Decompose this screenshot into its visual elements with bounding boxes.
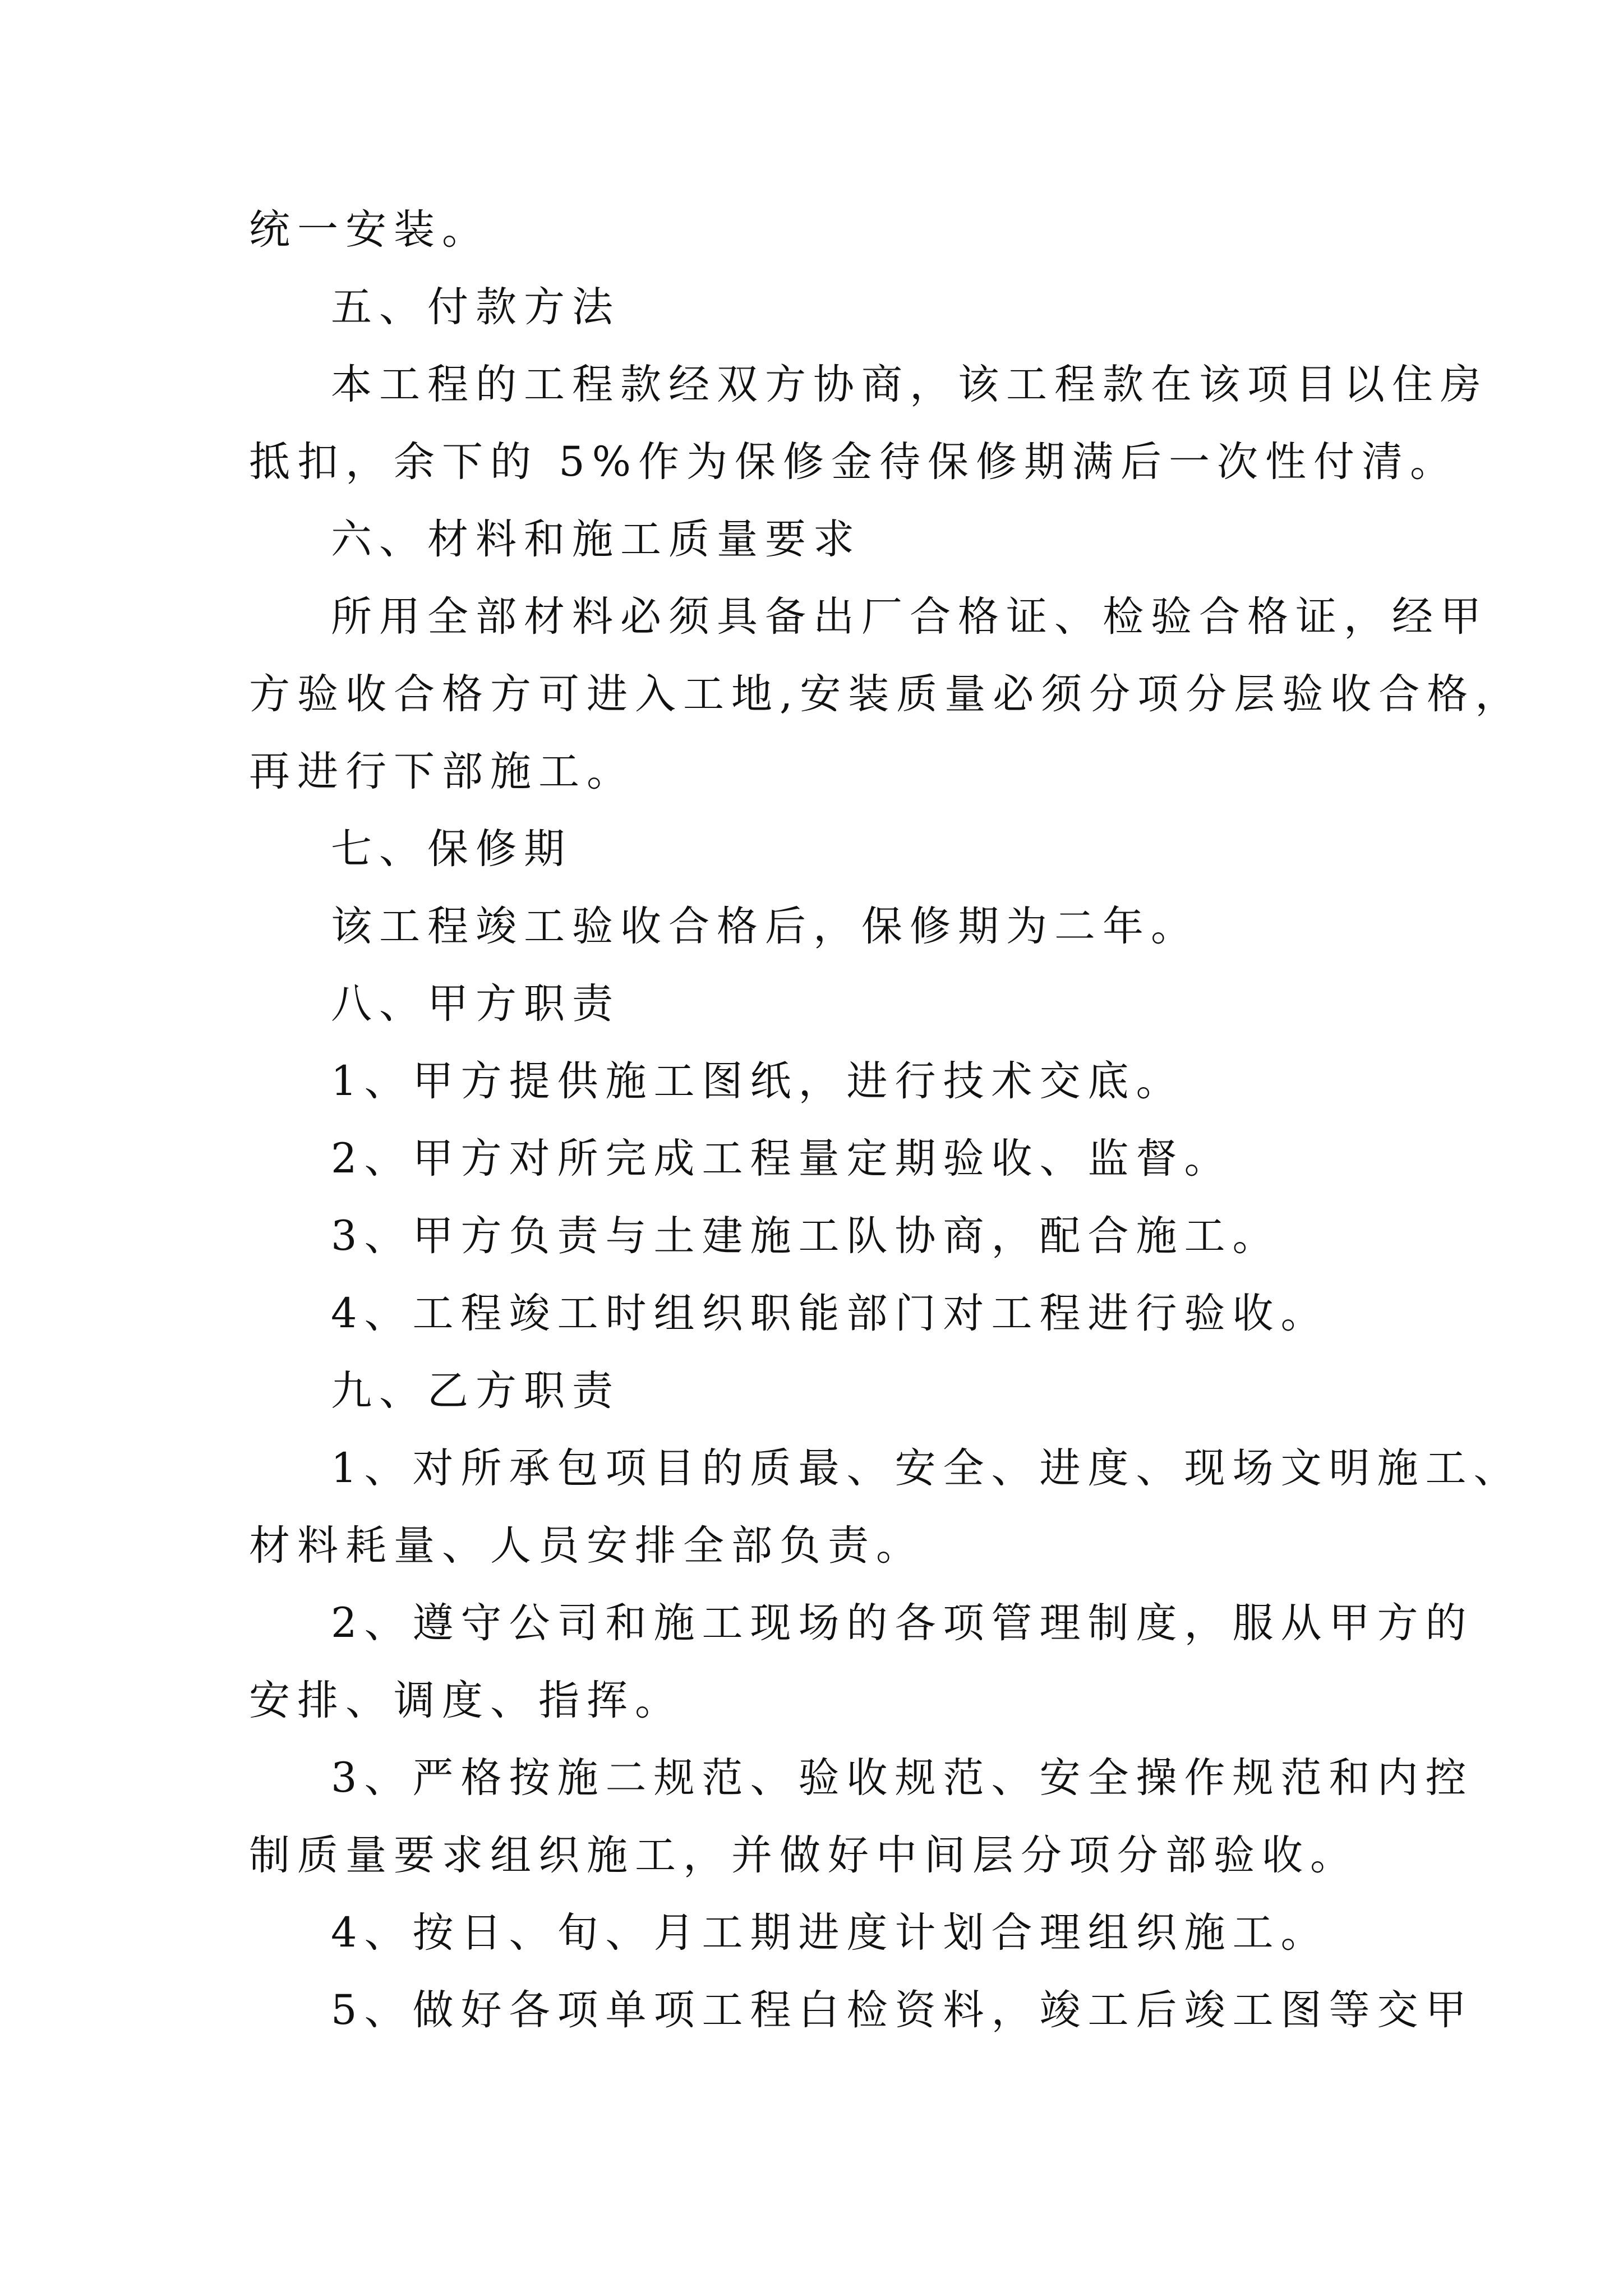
list-item: 2、甲方对所完成工程量定期验收、监督。: [331, 1135, 1233, 1182]
text-line: 再进行下部施工。: [249, 748, 635, 795]
text-line: 安排、调度、指挥。: [249, 1677, 683, 1724]
list-item: 4、按日、旬、月工期进度计划合理组织施工。: [331, 1909, 1329, 1957]
list-item: 1、甲方提供施工图纸，进行技术交底。: [331, 1057, 1184, 1105]
list-item: 3、甲方负责与土建施工队协商，配合施工。: [331, 1212, 1281, 1260]
text-line: 该工程竣工验收合格后，保修期为二年。: [331, 903, 1199, 950]
section-heading-party-b: 九、乙方职责: [331, 1367, 620, 1415]
text-line: 本工程的工程款经双方协商，该工程款在该项目以住房: [331, 361, 1488, 408]
text-line: 材料耗量、人员安排全部负责。: [249, 1522, 924, 1570]
text-line: 制质量要求组织施工，并做好中间层分项分部验收。: [249, 1832, 1358, 1879]
section-heading-payment: 五、付款方法: [331, 283, 620, 331]
section-heading-materials: 六、材料和施工质量要求: [331, 516, 861, 563]
section-heading-party-a: 八、甲方职责: [331, 980, 620, 1028]
list-item: 2、遵守公司和施工现场的各项管理制度，服从甲方的: [331, 1599, 1474, 1647]
section-heading-warranty: 七、保修期: [331, 825, 572, 873]
list-item: 5、做好各项单项工程白检资料，竣工后竣工图等交甲: [331, 1986, 1474, 2034]
list-item: 4、工程竣工时组织职能部门对工程进行验收。: [331, 1290, 1329, 1337]
list-item: 1、对所承包项目的质最、安全、进度、现场文明施工、: [331, 1444, 1522, 1492]
text-line: 抵扣，余下的 5%作为保修金待保修期满后一次性付清。: [249, 438, 1459, 486]
text-line: 方验收合格方可进入工地,安装质量必须分项分层验收合格，: [249, 670, 1524, 718]
text-line: 所用全部材料必须具备出厂合格证、检验合格证，经甲: [331, 593, 1488, 641]
list-item: 3、严格按施二规范、验收规范、安全操作规范和内控: [331, 1754, 1474, 1802]
text-line: 统一安装。: [249, 206, 490, 254]
